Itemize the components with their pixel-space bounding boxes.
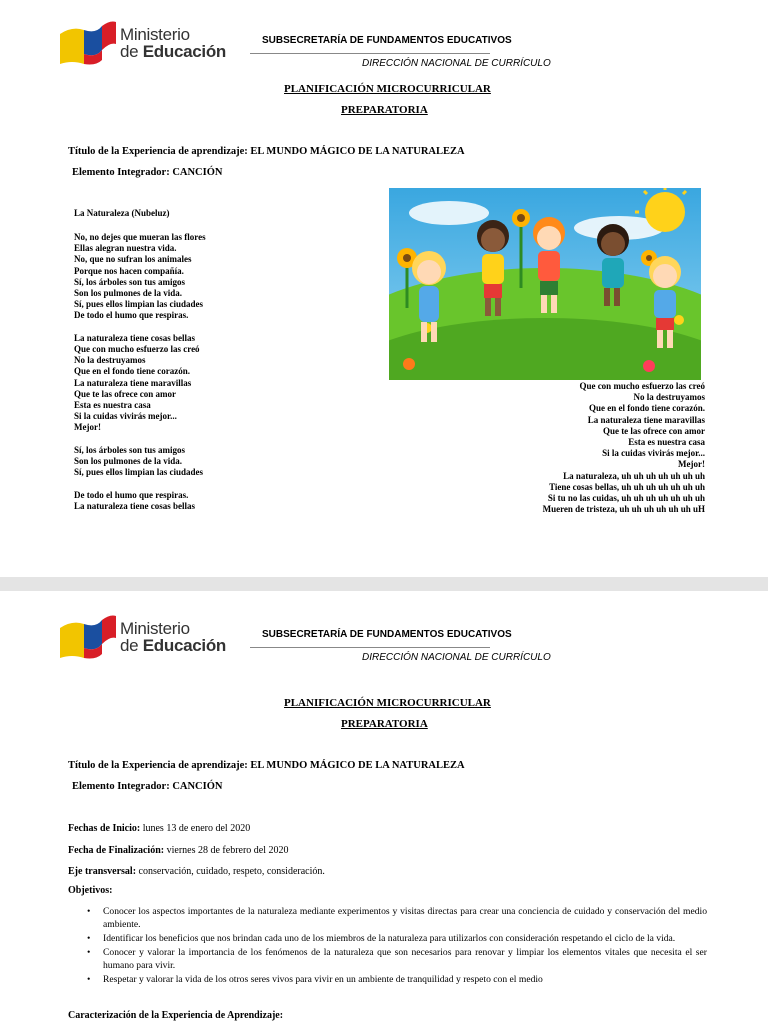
ministry-logo xyxy=(58,20,226,66)
logo-line-1: Ministerio xyxy=(120,25,190,44)
song-lyrics-right xyxy=(440,381,705,515)
direccion-heading: DIRECCIÓN NACIONAL DE CURRÍCULO xyxy=(362,652,551,663)
lyric-line: Tiene cosas bellas, uh uh uh uh uh uh uh xyxy=(549,481,705,492)
logo-line-2: de Educación xyxy=(120,42,226,61)
lyric-line: Que te las ofrece con amor xyxy=(602,425,705,436)
characterization-heading: Caracterización de la Experiencia de Aprendizaje: xyxy=(68,1010,284,1021)
ministry-logo-text xyxy=(120,620,226,654)
experience-title: Título de la Experiencia de aprendizaje: EL MUNDO MÁGICO DE LA NATURALEZA xyxy=(68,146,465,157)
page-separator xyxy=(0,577,768,591)
header-rule xyxy=(250,647,490,648)
experience-title: Título de la Experiencia de aprendizaje: EL MUNDO MÁGICO DE LA NATURALEZA xyxy=(68,760,465,771)
integrator-element: Elemento Integrador: CANCIÓN xyxy=(72,781,223,792)
integrator-element: Elemento Integrador: CANCIÓN xyxy=(72,167,223,178)
level-title: PREPARATORIA xyxy=(341,104,428,116)
list-item: • Conocer y valorar la importancia de los fenómenos de la naturaleza que son necesarios para renovar y limpiar los elementos vitales que necesita el ser humano para vivir. xyxy=(87,946,707,972)
lyric-line: La naturaleza tiene maravillas xyxy=(587,414,705,425)
logo-line-2: de Educación xyxy=(120,636,226,655)
ecuador-flag-icon xyxy=(58,614,118,660)
list-item: • Identificar los beneficios que nos brindan cada uno de los miembros de la naturaleza para utilizarlos con consideración respetando el ciclo de la vida. xyxy=(87,932,707,945)
ministry-logo-text xyxy=(120,26,226,60)
start-date: Fechas de Inicio: lunes 13 de enero del 2020 xyxy=(68,823,251,834)
list-item: • Respetar y valorar la vida de los otros seres vivos para vivir en un ambiente de tranquilidad y respeto con el medio xyxy=(87,973,707,986)
header-rule xyxy=(250,53,490,54)
lyric-line: Esta es nuestra casa xyxy=(628,437,705,448)
ecuador-flag-icon xyxy=(58,20,118,66)
plan-title: PLANIFICACIÓN MICROCURRICULAR xyxy=(284,697,491,709)
list-item: • Conocer los aspectos importantes de la naturaleza mediante experimentos y visitas directas para crear una conciencia de cuidado y conservación del medio ambiente. xyxy=(87,905,707,931)
objectives-list xyxy=(87,905,707,987)
song-title: La Naturaleza (Nubeluz) xyxy=(74,208,170,218)
lyric-line: Que en el fondo tiene corazón. xyxy=(589,403,705,414)
subsecretaria-heading: SUBSECRETARÍA DE FUNDAMENTOS EDUCATIVOS xyxy=(262,35,512,46)
logo-line-1: Ministerio xyxy=(120,619,190,638)
ministry-logo xyxy=(58,614,226,660)
objectives-label: Objetivos: xyxy=(68,885,113,896)
lyric-line: Si la cuidas vivirás mejor... xyxy=(602,448,705,459)
lyric-line: No la destruyamos xyxy=(633,392,705,403)
lyric-line: Si tu no las cuidas, uh uh uh uh uh uh uh xyxy=(547,493,705,504)
level-title: PREPARATORIA xyxy=(341,718,428,730)
direccion-heading: DIRECCIÓN NACIONAL DE CURRÍCULO xyxy=(362,58,551,69)
end-date: Fecha de Finalización: viernes 28 de febrero del 2020 xyxy=(68,845,289,856)
song-lyrics-left: No, no dejes que mueran las flores Ellas alegran nuestra vida. No, que no sufran los animales Porque nos hacen compañía. Sí, los árboles son tus amigos Son los pulmones de la vida. Sí, pues ellos limpian las ciudades De todo el humo que respiras. La naturaleza tiene cosas bellas Que con mucho esfuerzo las creó No la destruyamos Que en el fondo tiene corazón. La naturaleza tiene maravillas Que te las ofrece con amor Esta es nuestra casa Si la cuidas vivirás mejor... Mejor! Sí, los árboles son tus amigos Son los pulmones de la vida. Sí, pues ellos limpian las ciudades De todo el humo que respiras. La naturaleza tiene cosas bellas xyxy=(74,232,206,511)
children-nature-illustration xyxy=(389,188,701,380)
lyric-line: Mejor! xyxy=(678,459,705,470)
lyric-line: Que con mucho esfuerzo las creó xyxy=(579,381,705,391)
subsecretaria-heading: SUBSECRETARÍA DE FUNDAMENTOS EDUCATIVOS xyxy=(262,629,512,640)
lyric-line: La naturaleza, uh uh uh uh uh uh uh xyxy=(563,470,705,481)
lyric-line: Mueren de tristeza, uh uh uh uh uh uh uH xyxy=(542,504,705,515)
plan-title: PLANIFICACIÓN MICROCURRICULAR xyxy=(284,83,491,95)
transversal-axis: Eje transversal: conservación, cuidado, respeto, consideración. xyxy=(68,866,325,877)
